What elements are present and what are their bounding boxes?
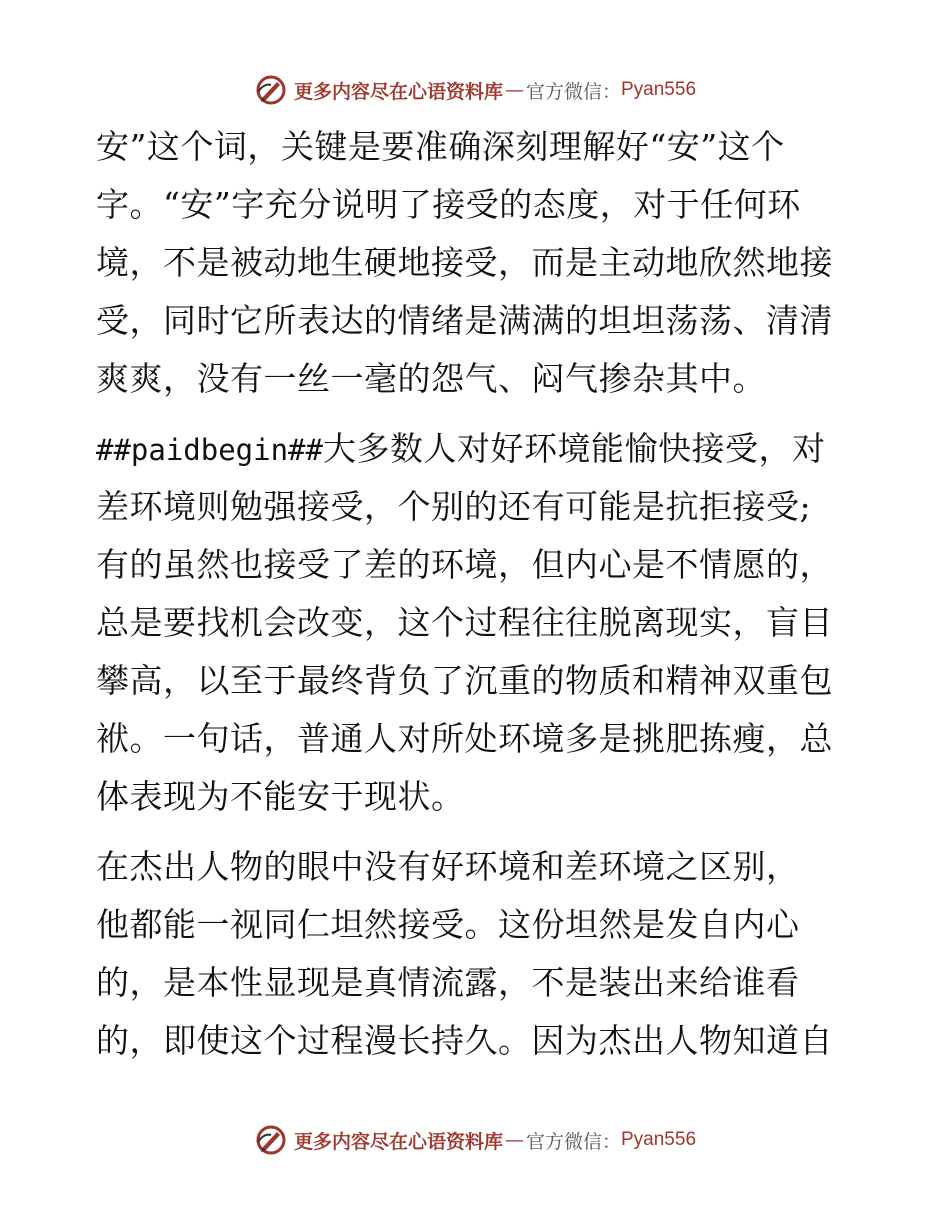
banner-text xyxy=(294,1127,696,1154)
paragraph-3 xyxy=(96,838,856,1070)
text-line: 差环境则勉强接受，个别的还有可能是抗拒接受; xyxy=(96,487,812,526)
paid-begin-marker: ##paidbegin## xyxy=(96,433,323,467)
footer-banner xyxy=(0,1120,950,1160)
banner-site-name: 更多内容尽在心语资料库 xyxy=(293,1130,503,1153)
banner-text xyxy=(294,77,696,104)
text-line: 字。“安”字充分说明了接受的态度，对于任何环 xyxy=(96,185,801,224)
text-line: 境，不是被动地生硬地接受，而是主动地欣然地接 xyxy=(96,243,833,282)
banner-wechat-id: Pyan556 xyxy=(621,79,697,100)
text-line: 安”这个词，关键是要准确深刻理解好“安”这个 xyxy=(96,127,785,166)
text-line: 受，同时它所表达的情绪是满满的坦坦荡荡、清清 xyxy=(96,301,833,340)
text-line-with-marker xyxy=(96,420,856,478)
text-line: 他都能一视同仁坦然接受。这份坦然是发自内心 xyxy=(96,905,800,944)
text-line: 体表现为不能安于现状。 xyxy=(96,777,465,816)
paragraph-2 xyxy=(96,420,856,826)
paragraph-1 xyxy=(96,118,856,408)
header-banner xyxy=(0,70,950,110)
banner-wechat-label: 官方微信： xyxy=(525,80,621,103)
banner-site-name: 更多内容尽在心语资料库 xyxy=(293,80,503,103)
text-line: 袱。一句话，普通人对所处环境多是挑肥拣瘦，总 xyxy=(96,719,833,758)
banner-dash: — xyxy=(504,1129,524,1151)
text-line: 的，是本性显现是真情流露，不是装出来给谁看 xyxy=(96,963,800,1002)
text-line: 总是要找机会改变，这个过程往往脱离现实，盲目 xyxy=(96,603,833,642)
banner-wechat-id: Pyan556 xyxy=(621,1129,697,1150)
text-line: 在杰出人物的眼中没有好环境和差环境之区别， xyxy=(96,847,800,886)
text-line: 有的虽然也接受了差的环境，但内心是不情愿的， xyxy=(96,545,833,584)
pen-circle-logo-icon xyxy=(254,73,288,107)
text-line: 攀高，以至于最终背负了沉重的物质和精神双重包 xyxy=(96,661,833,700)
pen-circle-logo-icon xyxy=(254,1123,288,1157)
text-line: 的，即使这个过程漫长持久。因为杰出人物知道自 xyxy=(96,1021,833,1060)
text-line-content: 大多数人对好环境能愉快接受，对 xyxy=(322,429,826,468)
banner-wechat-label: 官方微信： xyxy=(525,1130,621,1153)
document-body xyxy=(96,118,856,1082)
text-line: 爽爽，没有一丝一毫的怨气、闷气掺杂其中。 xyxy=(96,359,766,398)
banner-dash: — xyxy=(504,79,524,101)
